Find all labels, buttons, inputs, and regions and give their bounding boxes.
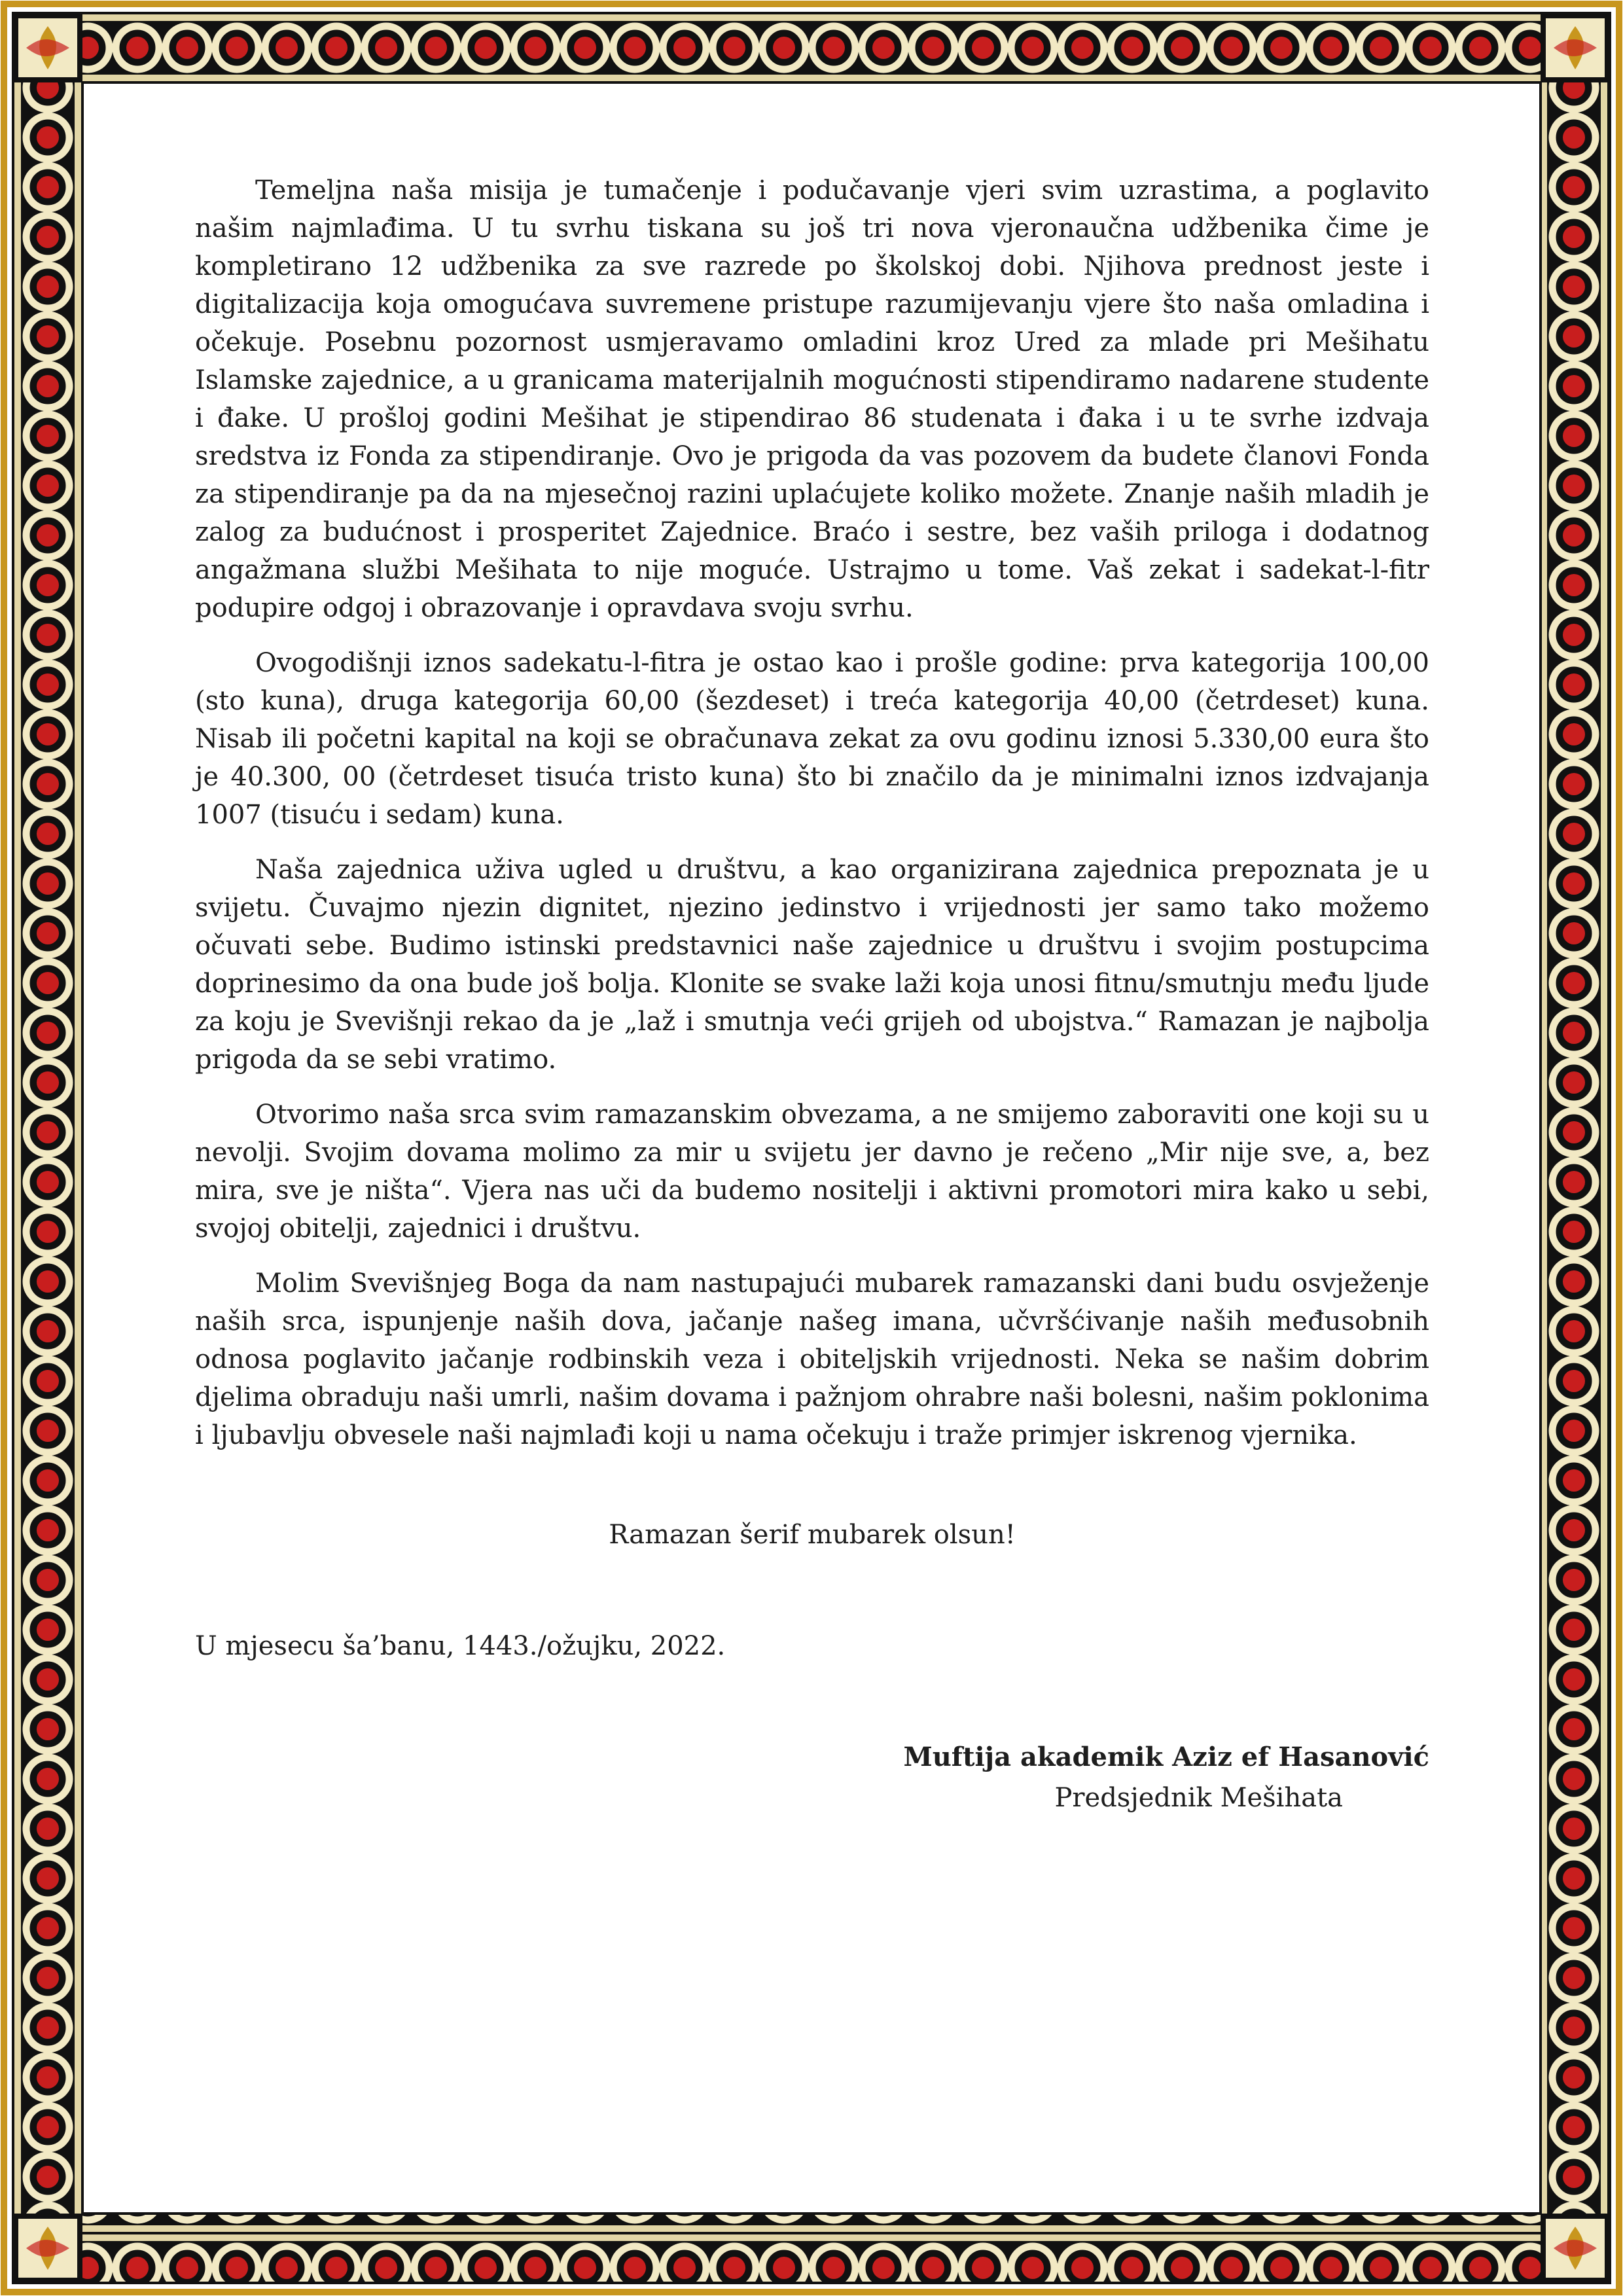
paragraph: Temeljna naša misija je tumačenje i podučavanje vjeri svim uzrastima, a poglavito našim najmlađima. U tu svrhu tiskana su još tri nova vjeronaučna udžbenika čime je kompletirano 12 udžbenika za sve razrede po školskoj dobi. Njihova prednost jeste i digitalizacija koja omogućava suvremene pristupe razumijevanju vjere što naša omladina i očekuje. Posebnu pozornost usmjeravamo omladini kroz Ured za mlade pri Mešihatu Islamske zajednice, a u granicama materijalnih mogućnosti stipendiramo nadarene studente i đake. U prošloj godini Mešihat je stipendirao 86 studenata i đaka i u te svrhe izdvaja sredstva iz Fonda za stipendiranje. Ovo je prigoda da vas pozovem da budete članovi Fonda za stipendiranje pa da na mjesečnoj razini uplaćujete koliko možete. Znanje naših mladih je zalog za budućnost i prosperitet Zajednice. Braćo i sestre, bez vaših priloga i dodatnog angažmana službi Mešihata to nije moguće. Ustrajmo u tome. Vaš zekat i sadekat-l-fitr podupire odgoj i obrazovanje i opravdava svoju svrhu. <box>195 175 1429 623</box>
signature-name: Muftija akademik Aziz ef Hasanović <box>903 1742 1429 1772</box>
greeting: Ramazan šerif mubarek olsun! <box>609 1520 1016 1550</box>
lotus-corner-icon <box>13 2214 82 2283</box>
paragraph: Molim Svevišnjeg Boga da nam nastupajući mubarek ramazanski dani budu osvježenje naših srca, ispunjenje naših dova, jačanje našeg imana, učvršćivanje naših međusobnih odnosa poglavito jačanje rodbinskih veza i obiteljskih vrijednosti. Neka se našim dobrim djelima obraduju naši umrli, našim dovama i pažnjom ohrabre naši bolesni, našim poklonima i ljubavlju obvesele naši najmlađi koji u nama očekuju i traže primjer iskrenog vjernika. <box>195 1268 1429 1450</box>
signature-block <box>195 1738 1429 1817</box>
paragraph: Naša zajednica uživa ugled u društvu, a kao organizirana zajednica prepoznata je u svijetu. Čuvajmo njezin dignitet, njezino jedinstvo i vrijednosti jer samo tako možemo očuvati sebe. Budimo istinski predstavnici naše zajednice u društvu i svojim postupcima doprinesimo da ona bude još bolja. Klonite se svake laži koja unosi fitnu/smutnju među ljude za koju je Svevišnji rekao da je „laž i smutnja veći grijeh od ubojstva.“ Ramazan je najbolja prigoda da se sebi vratimo. <box>195 855 1429 1075</box>
lotus-corner-icon <box>13 13 82 82</box>
lotus-corner-icon <box>1541 13 1610 82</box>
lotus-corner-icon <box>1541 2214 1610 2283</box>
signature-title: Predsjednik Mešihata <box>1054 1783 1343 1813</box>
paragraph: Otvorimo naša srca svim ramazanskim obvezama, a ne smijemo zaboraviti one koji su u nevolji. Svojim dovama molimo za mir u svijetu jer davno je rečeno „Mir nije sve, a, bez mira, sve je ništa“. Vjera nas uči da budemo nositelji i aktivni promotori mira kako u sebi, svojoj obitelji, zajednici i društvu. <box>195 1100 1429 1244</box>
date-line: U mjesecu ša’banu, 1443./ožujku, 2022. <box>195 1631 726 1661</box>
paragraph: Ovogodišnji iznos sadekatu-l-fitra je ostao kao i prošle godine: prva kategorija 100,00 (sto kuna), druga kategorija 60,00 (šezdeset) i treća kategorija 40,00 (četrdeset) kuna. Nisab ili početni kapital na koji se obračunava zekat za ovu godinu iznosi 5.330,00 eura što je 40.300, 00 (četrdeset tisuća tristo kuna) što bi značilo da je minimalni iznos izdvajanja 1007 (tisuću i sedam) kuna. <box>195 648 1429 830</box>
letter-body <box>195 171 1429 1817</box>
